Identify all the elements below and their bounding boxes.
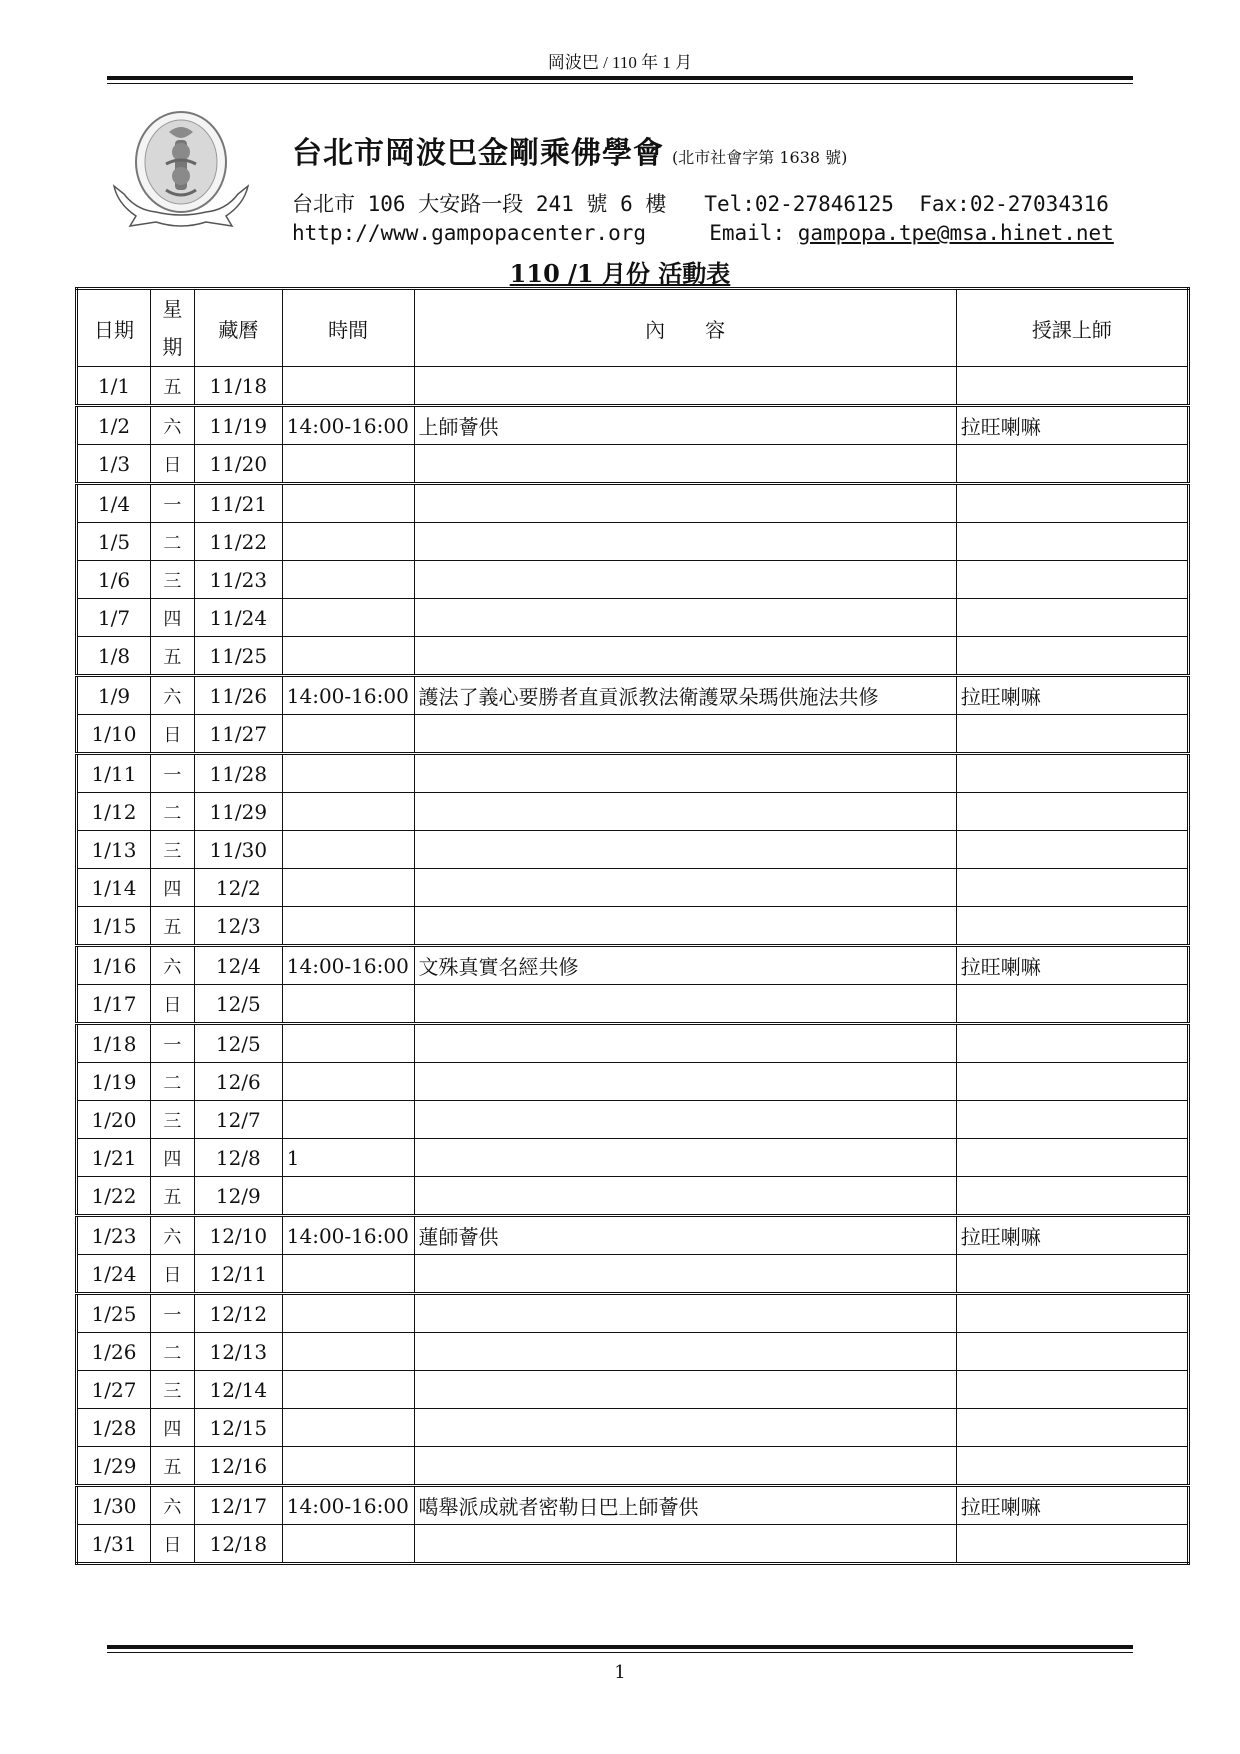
cell-date: 1/27 [77, 1371, 151, 1409]
cell-teacher [956, 1177, 1188, 1216]
cell-time [282, 754, 414, 793]
table-row [77, 1177, 1189, 1216]
cell-time [282, 1063, 414, 1101]
cell-date: 1/24 [77, 1255, 151, 1294]
cell-teacher [956, 793, 1188, 831]
table-row [77, 715, 1189, 754]
cell-tibetan-date: 12/12 [194, 1294, 282, 1333]
cell-date: 1/1 [77, 367, 151, 406]
table-row [77, 1139, 1189, 1177]
cell-tibetan-date: 11/20 [194, 445, 282, 484]
cell-time [282, 715, 414, 754]
cell-date: 1/14 [77, 869, 151, 907]
table-row [77, 1216, 1189, 1255]
cell-teacher [956, 715, 1188, 754]
cell-weekday: 日 [150, 1525, 194, 1564]
cell-date: 1/25 [77, 1294, 151, 1333]
cell-content [414, 445, 956, 484]
cell-tibetan-date: 11/27 [194, 715, 282, 754]
cell-content [414, 599, 956, 637]
cell-date: 1/30 [77, 1486, 151, 1525]
cell-teacher [956, 907, 1188, 946]
cell-teacher [956, 445, 1188, 484]
cell-date: 1/22 [77, 1177, 151, 1216]
cell-tibetan-date: 12/7 [194, 1101, 282, 1139]
cell-weekday: 三 [150, 1371, 194, 1409]
cell-date: 1/26 [77, 1333, 151, 1371]
cell-content [414, 561, 956, 599]
cell-content [414, 1294, 956, 1333]
col-teacher: 授課上師 [956, 289, 1188, 367]
cell-teacher [956, 484, 1188, 523]
cell-time [282, 1294, 414, 1333]
table-row [77, 561, 1189, 599]
cell-content [414, 831, 956, 869]
cell-tibetan-date: 11/25 [194, 637, 282, 676]
table-row [77, 1024, 1189, 1063]
table-row [77, 907, 1189, 946]
cell-content: 上師薈供 [414, 406, 956, 445]
cell-content [414, 985, 956, 1024]
cell-time [282, 1371, 414, 1409]
cell-weekday: 二 [150, 523, 194, 561]
cell-content [414, 637, 956, 676]
cell-weekday: 四 [150, 599, 194, 637]
cell-teacher: 拉旺喇嘛 [956, 946, 1188, 985]
cell-weekday: 日 [150, 715, 194, 754]
cell-time [282, 793, 414, 831]
cell-weekday: 一 [150, 1024, 194, 1063]
cell-teacher [956, 831, 1188, 869]
schedule-table [75, 287, 1190, 1565]
cell-content: 護法了義心要勝者直貢派教法衛護眾朵瑪供施法共修 [414, 676, 956, 715]
cell-date: 1/18 [77, 1024, 151, 1063]
table-row [77, 754, 1189, 793]
cell-time [282, 1409, 414, 1447]
cell-tibetan-date: 11/28 [194, 754, 282, 793]
org-registration: (北市社會字第 1638 號) [672, 148, 848, 167]
cell-tibetan-date: 12/8 [194, 1139, 282, 1177]
cell-content [414, 793, 956, 831]
cell-content [414, 1101, 956, 1139]
cell-teacher [956, 1294, 1188, 1333]
cell-date: 1/2 [77, 406, 151, 445]
cell-teacher [956, 1063, 1188, 1101]
cell-weekday: 六 [150, 1216, 194, 1255]
cell-weekday: 六 [150, 946, 194, 985]
cell-tibetan-date: 11/30 [194, 831, 282, 869]
footer-rule [107, 1645, 1133, 1649]
cell-teacher [956, 985, 1188, 1024]
cell-time [282, 523, 414, 561]
table-row [77, 869, 1189, 907]
table-header-row [77, 289, 1189, 367]
cell-teacher [956, 1525, 1188, 1564]
cell-content [414, 1409, 956, 1447]
cell-time [282, 561, 414, 599]
cell-weekday: 一 [150, 484, 194, 523]
cell-date: 1/17 [77, 985, 151, 1024]
cell-tibetan-date: 11/29 [194, 793, 282, 831]
table-row [77, 406, 1189, 445]
cell-weekday: 三 [150, 831, 194, 869]
cell-teacher [956, 523, 1188, 561]
cell-content [414, 1525, 956, 1564]
schedule-title [0, 254, 1240, 289]
table-row [77, 985, 1189, 1024]
cell-time [282, 907, 414, 946]
table-row [77, 946, 1189, 985]
col-date: 日期 [77, 289, 151, 367]
table-row [77, 1486, 1189, 1525]
page-number: 1 [614, 1662, 626, 1683]
org-fax: Fax:02-27034316 [919, 192, 1109, 216]
cell-weekday: 三 [150, 1101, 194, 1139]
cell-weekday: 五 [150, 367, 194, 406]
table-row [77, 1255, 1189, 1294]
cell-time [282, 1333, 414, 1371]
cell-content [414, 1333, 956, 1371]
cell-tibetan-date: 11/18 [194, 367, 282, 406]
cell-teacher: 拉旺喇嘛 [956, 406, 1188, 445]
cell-tibetan-date: 12/13 [194, 1333, 282, 1371]
cell-teacher [956, 1371, 1188, 1409]
cell-weekday: 一 [150, 1294, 194, 1333]
cell-weekday: 三 [150, 561, 194, 599]
cell-time [282, 1525, 414, 1564]
cell-content [414, 1139, 956, 1177]
cell-time [282, 1101, 414, 1139]
cell-tibetan-date: 12/2 [194, 869, 282, 907]
cell-time [282, 831, 414, 869]
cell-teacher: 拉旺喇嘛 [956, 1486, 1188, 1525]
cell-time [282, 484, 414, 523]
cell-content: 蓮師薈供 [414, 1216, 956, 1255]
cell-time: 1 [282, 1139, 414, 1177]
cell-content: 噶舉派成就者密勒日巴上師薈供 [414, 1486, 956, 1525]
cell-tibetan-date: 11/26 [194, 676, 282, 715]
cell-weekday: 日 [150, 445, 194, 484]
cell-date: 1/15 [77, 907, 151, 946]
cell-content [414, 484, 956, 523]
cell-weekday: 二 [150, 1333, 194, 1371]
table-row [77, 599, 1189, 637]
cell-time: 14:00-16:00 [282, 1486, 414, 1525]
cell-teacher [956, 561, 1188, 599]
email-label: Email: [709, 221, 786, 245]
cell-date: 1/28 [77, 1409, 151, 1447]
cell-time: 14:00-16:00 [282, 406, 414, 445]
org-logo [106, 104, 256, 234]
table-row [77, 523, 1189, 561]
cell-content [414, 1024, 956, 1063]
cell-weekday: 一 [150, 754, 194, 793]
table-row [77, 831, 1189, 869]
cell-tibetan-date: 11/21 [194, 484, 282, 523]
cell-weekday: 日 [150, 1255, 194, 1294]
cell-teacher [956, 754, 1188, 793]
cell-time [282, 599, 414, 637]
cell-time [282, 1447, 414, 1486]
org-name [292, 128, 847, 172]
cell-date: 1/23 [77, 1216, 151, 1255]
table-row [77, 793, 1189, 831]
col-weekday-text: 星期 [162, 297, 183, 359]
cell-tibetan-date: 11/22 [194, 523, 282, 561]
header-rule-thin [107, 83, 1133, 84]
cell-teacher [956, 1447, 1188, 1486]
cell-weekday: 五 [150, 1447, 194, 1486]
cell-date: 1/5 [77, 523, 151, 561]
cell-tibetan-date: 12/18 [194, 1525, 282, 1564]
schedule-title-text: 110 /1 月份 活動表 [509, 259, 731, 288]
cell-teacher [956, 1333, 1188, 1371]
cell-time: 14:00-16:00 [282, 946, 414, 985]
cell-date: 1/21 [77, 1139, 151, 1177]
col-time: 時間 [282, 289, 414, 367]
cell-teacher [956, 1139, 1188, 1177]
cell-time [282, 985, 414, 1024]
address-line [292, 188, 1109, 218]
table-row [77, 676, 1189, 715]
table-row [77, 1409, 1189, 1447]
running-head: 岡波巴 / 110 年 1 月 [547, 53, 693, 72]
cell-time [282, 869, 414, 907]
cell-weekday: 四 [150, 1139, 194, 1177]
table-row [77, 1447, 1189, 1486]
cell-date: 1/7 [77, 599, 151, 637]
cell-content [414, 1063, 956, 1101]
cell-date: 1/9 [77, 676, 151, 715]
cell-tibetan-date: 12/14 [194, 1371, 282, 1409]
cell-teacher [956, 1101, 1188, 1139]
cell-weekday: 二 [150, 1063, 194, 1101]
org-email[interactable]: gampopa.tpe@msa.hinet.net [797, 221, 1114, 245]
cell-teacher [956, 1409, 1188, 1447]
table-row [77, 484, 1189, 523]
col-weekday [150, 289, 194, 367]
cell-date: 1/8 [77, 637, 151, 676]
cell-teacher [956, 869, 1188, 907]
cell-weekday: 五 [150, 637, 194, 676]
cell-tibetan-date: 11/24 [194, 599, 282, 637]
cell-weekday: 二 [150, 793, 194, 831]
cell-weekday: 六 [150, 1486, 194, 1525]
cell-time [282, 367, 414, 406]
cell-content [414, 754, 956, 793]
org-name-text: 台北市岡波巴金剛乘佛學會 [292, 136, 664, 171]
cell-teacher [956, 1255, 1188, 1294]
cell-time [282, 637, 414, 676]
cell-time [282, 1255, 414, 1294]
cell-content [414, 869, 956, 907]
cell-content [414, 1447, 956, 1486]
cell-date: 1/16 [77, 946, 151, 985]
cell-time [282, 445, 414, 484]
cell-date: 1/4 [77, 484, 151, 523]
cell-date: 1/19 [77, 1063, 151, 1101]
cell-tibetan-date: 12/9 [194, 1177, 282, 1216]
cell-teacher: 拉旺喇嘛 [956, 1216, 1188, 1255]
col-tibetan-calendar: 藏曆 [194, 289, 282, 367]
table-row [77, 1101, 1189, 1139]
cell-tibetan-date: 12/10 [194, 1216, 282, 1255]
cell-weekday: 四 [150, 869, 194, 907]
table-row [77, 637, 1189, 676]
table-row [77, 1525, 1189, 1564]
cell-content [414, 1177, 956, 1216]
cell-content [414, 907, 956, 946]
cell-tibetan-date: 11/23 [194, 561, 282, 599]
cell-content [414, 1371, 956, 1409]
cell-date: 1/6 [77, 561, 151, 599]
cell-weekday: 四 [150, 1409, 194, 1447]
cell-weekday: 六 [150, 676, 194, 715]
col-content: 內 容 [414, 289, 956, 367]
cell-content: 文殊真實名經共修 [414, 946, 956, 985]
cell-time [282, 1024, 414, 1063]
cell-tibetan-date: 12/5 [194, 985, 282, 1024]
table-row [77, 445, 1189, 484]
header-rule [107, 76, 1133, 80]
cell-teacher [956, 637, 1188, 676]
cell-teacher [956, 367, 1188, 406]
cell-tibetan-date: 12/5 [194, 1024, 282, 1063]
cell-content [414, 1255, 956, 1294]
cell-content [414, 523, 956, 561]
cell-date: 1/31 [77, 1525, 151, 1564]
contact-line [292, 221, 1114, 245]
table-row [77, 1294, 1189, 1333]
cell-tibetan-date: 12/4 [194, 946, 282, 985]
cell-tibetan-date: 11/19 [194, 406, 282, 445]
cell-time: 14:00-16:00 [282, 1216, 414, 1255]
cell-date: 1/3 [77, 445, 151, 484]
cell-date: 1/11 [77, 754, 151, 793]
cell-tibetan-date: 12/15 [194, 1409, 282, 1447]
org-website[interactable]: http://www.gampopacenter.org [292, 221, 647, 245]
cell-tibetan-date: 12/11 [194, 1255, 282, 1294]
cell-date: 1/29 [77, 1447, 151, 1486]
cell-weekday: 六 [150, 406, 194, 445]
cell-date: 1/13 [77, 831, 151, 869]
cell-time [282, 1177, 414, 1216]
table-row [77, 367, 1189, 406]
cell-content [414, 367, 956, 406]
cell-tibetan-date: 12/16 [194, 1447, 282, 1486]
org-address: 台北市 106 大安路一段 241 號 6 樓 [292, 192, 667, 216]
cell-weekday: 五 [150, 907, 194, 946]
cell-date: 1/20 [77, 1101, 151, 1139]
table-row [77, 1063, 1189, 1101]
cell-tibetan-date: 12/17 [194, 1486, 282, 1525]
cell-date: 1/12 [77, 793, 151, 831]
table-row [77, 1371, 1189, 1409]
cell-teacher: 拉旺喇嘛 [956, 676, 1188, 715]
cell-time: 14:00-16:00 [282, 676, 414, 715]
cell-tibetan-date: 12/6 [194, 1063, 282, 1101]
cell-teacher [956, 1024, 1188, 1063]
cell-weekday: 日 [150, 985, 194, 1024]
org-tel: Tel:02-27846125 [704, 192, 894, 216]
cell-content [414, 715, 956, 754]
cell-tibetan-date: 12/3 [194, 907, 282, 946]
schedule-body [77, 367, 1189, 1564]
cell-teacher [956, 599, 1188, 637]
cell-date: 1/10 [77, 715, 151, 754]
footer-rule-thin [107, 1652, 1133, 1653]
table-row [77, 1333, 1189, 1371]
cell-weekday: 五 [150, 1177, 194, 1216]
